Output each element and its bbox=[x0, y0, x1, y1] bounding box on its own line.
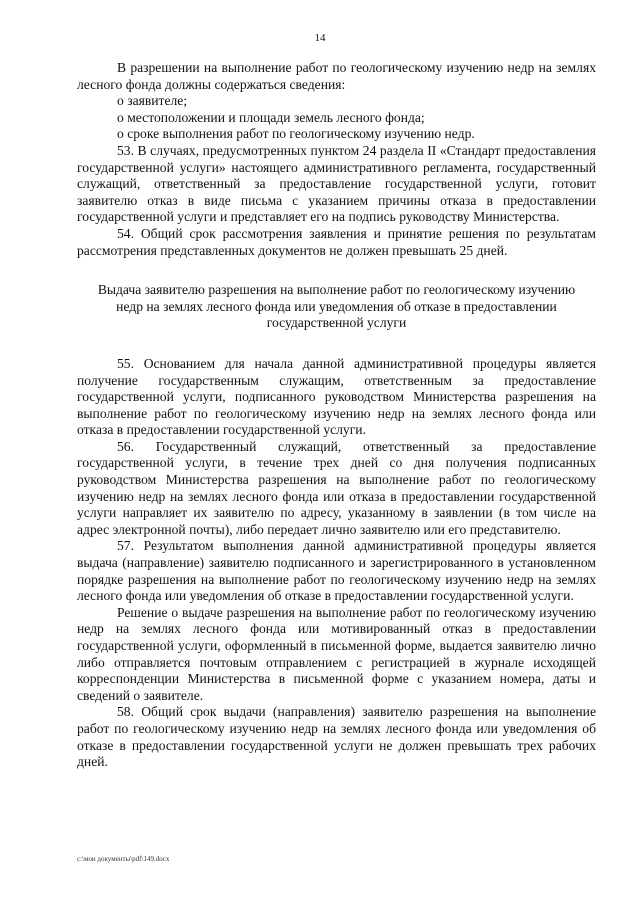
paragraph-53: 53. В случаях, предусмотренных пунктом 24 раздела II «Стандарт предоставления государственной услуги» настоящего административного регламента, государственный служащий, ответственный за предоставление государственной услуги, готовит заявителю отказ в виде письма с указанием причины отказа в предоставлении государственной услуги и представляет его на подпись руководству Министерства. bbox=[77, 142, 596, 225]
paragraph-57-decision: Решение о выдаче разрешения на выполнение работ по геологическому изучению недр на землях лесного фонда или мотивированный отказ в предоставлении государственной услуги, оформленный в письменной форме, выдается заявителю лично либо отправляется почтовым отправлением с регистрацией в журнале исходящей корреспонденции Министерства в письменной форме с указанием номера, даты и сведений о заявителе. bbox=[77, 604, 596, 703]
list-item-location: о местоположении и площади земель лесного фонда; bbox=[117, 109, 425, 125]
paragraph-55: 55. Основанием для начала данной административной процедуры является получение государственным служащим, ответственным за предоставление государственной услуги, подписанного руководством Министерства разрешения на выполнение работ по геологическому изучению недр на землях лесного фонда или отказа в предоставлении государственной услуги. bbox=[77, 355, 596, 438]
paragraph-57: 57. Результатом выполнения данной административной процедуры является выдача (направление) заявителю подписанного и зарегистрированного в установленном порядке разрешения на выполнение работ по геологическому изучению недр на землях лесного фонда или уведомления об отказе в предоставлении государственной услуги. bbox=[77, 538, 596, 604]
paragraph-54: 54. Общий срок рассмотрения заявления и принятие решения по результатам рассмотрения представленных документов не должен превышать 25 дней. bbox=[77, 225, 596, 258]
intro-paragraph: В разрешении на выполнение работ по геологическому изучению недр на землях лесного фонда должны содержаться сведения: bbox=[77, 60, 596, 92]
list-item-applicant: о заявителе; bbox=[117, 93, 188, 109]
paragraph-58: 58. Общий срок выдачи (направления) заявителю разрешения на выполнение работ по геологическому изучению недр на землях лесного фонда или уведомления об отказе в предоставлении государственной услуги не должен превышать трех рабочих дней. bbox=[77, 704, 596, 770]
page-number: 14 bbox=[314, 32, 326, 44]
list-item-term: о сроке выполнения работ по геологическому изучению недр. bbox=[117, 126, 475, 142]
document-body bbox=[77, 60, 596, 771]
footer-file-path: c:\мои документы\pdf\149.docx bbox=[77, 855, 170, 863]
paragraph-56: 56. Государственный служащий, ответственный за предоставление государственной услуги, в течение трех дней со дня получения подписанных руководством Министерства разрешения на выполнение работ по геологическому изучению недр на землях лесного фонда или отказа в предоставлении государственной услуги направляет их заявителю по адресу, указанному в заявлении (в том числе на адрес электронной почты), либо передает лично заявителю или его представителю. bbox=[77, 438, 596, 537]
section-heading: Выдача заявителю разрешения на выполнение работ по геологическому изучению недр на землях лесного фонда или уведомления об отказе в предоставлении государственной услуги bbox=[97, 282, 576, 331]
